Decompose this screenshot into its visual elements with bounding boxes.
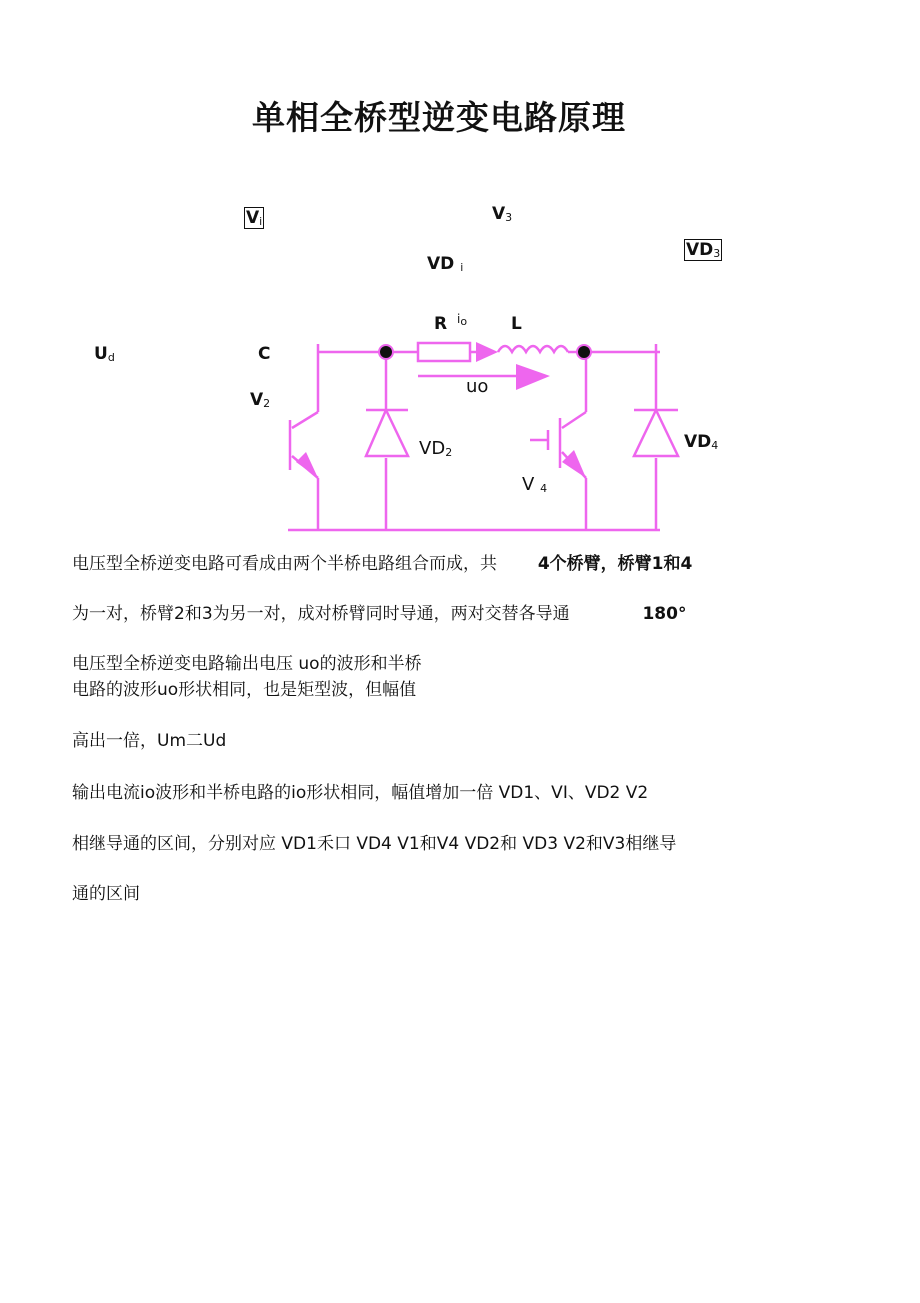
v2-emitter-arrow (296, 452, 318, 478)
vd2-triangle (366, 410, 408, 456)
label-io: $i_o$ (457, 312, 468, 328)
label-vi: $V_i$ (246, 208, 263, 228)
label-v2: $V_2$ (250, 390, 271, 410)
page-title: 单相全桥型逆变电路原理 (252, 98, 626, 137)
label-c: C (258, 344, 271, 364)
label-r: R (434, 314, 448, 334)
label-v4: V $_4$ (522, 474, 548, 495)
paragraph-4: 电路的波形uo形状相同，也是矩型波，但幅值 (72, 680, 417, 700)
label-vd4: $VD_4$ (684, 432, 719, 452)
p1-text-b: 4个桥臂，桥臂1和4 (537, 554, 693, 574)
p2-text-a: 为一对，桥臂2和3为另一对，成对桥臂同时导通，两对交替各导通 (72, 604, 570, 624)
vd4-triangle (634, 410, 678, 456)
paragraph-7: 相继导通的区间，分别对应 VD1禾口 VD4 V1和V4 VD2和 VD3 V2和V3相继导 (72, 834, 677, 854)
paragraph-3: 电压型全桥逆变电路输出电压 uo的波形和半桥 (72, 654, 422, 674)
paragraph-8: 通的区间 (72, 884, 140, 904)
inverter-circuit-diagram (0, 0, 920, 560)
uo-arrow-head (516, 364, 550, 390)
label-vd-i: VD $_i$ (427, 254, 464, 274)
paragraph-6: 输出电流io波形和半桥电路的io形状相同，幅值增加一倍 VD1、VI、VD2 V2 (72, 783, 649, 803)
resistor-r (418, 343, 470, 361)
v4-collector (562, 412, 586, 428)
io-arrow (476, 342, 498, 362)
paragraph-1 (72, 554, 692, 574)
label-l: L (511, 314, 522, 334)
node-right (577, 345, 591, 359)
p2-text-b: 180° (642, 604, 687, 624)
paragraph-2 (72, 604, 686, 624)
label-v3: $V_3$ (492, 204, 513, 224)
inductor-l (498, 346, 568, 352)
paragraph-5: 高出一倍，Um二Ud (72, 731, 227, 751)
p1-text-a: 电压型全桥逆变电路可看成由两个半桥电路组合而成，共 (72, 554, 497, 574)
label-vd2: $VD_2$ (419, 438, 453, 459)
label-uo: uo (466, 376, 489, 397)
node-left (379, 345, 393, 359)
label-vd3: $VD_3$ (686, 240, 721, 260)
v2-collector (292, 412, 318, 428)
label-ud: $U_d$ (94, 344, 115, 364)
